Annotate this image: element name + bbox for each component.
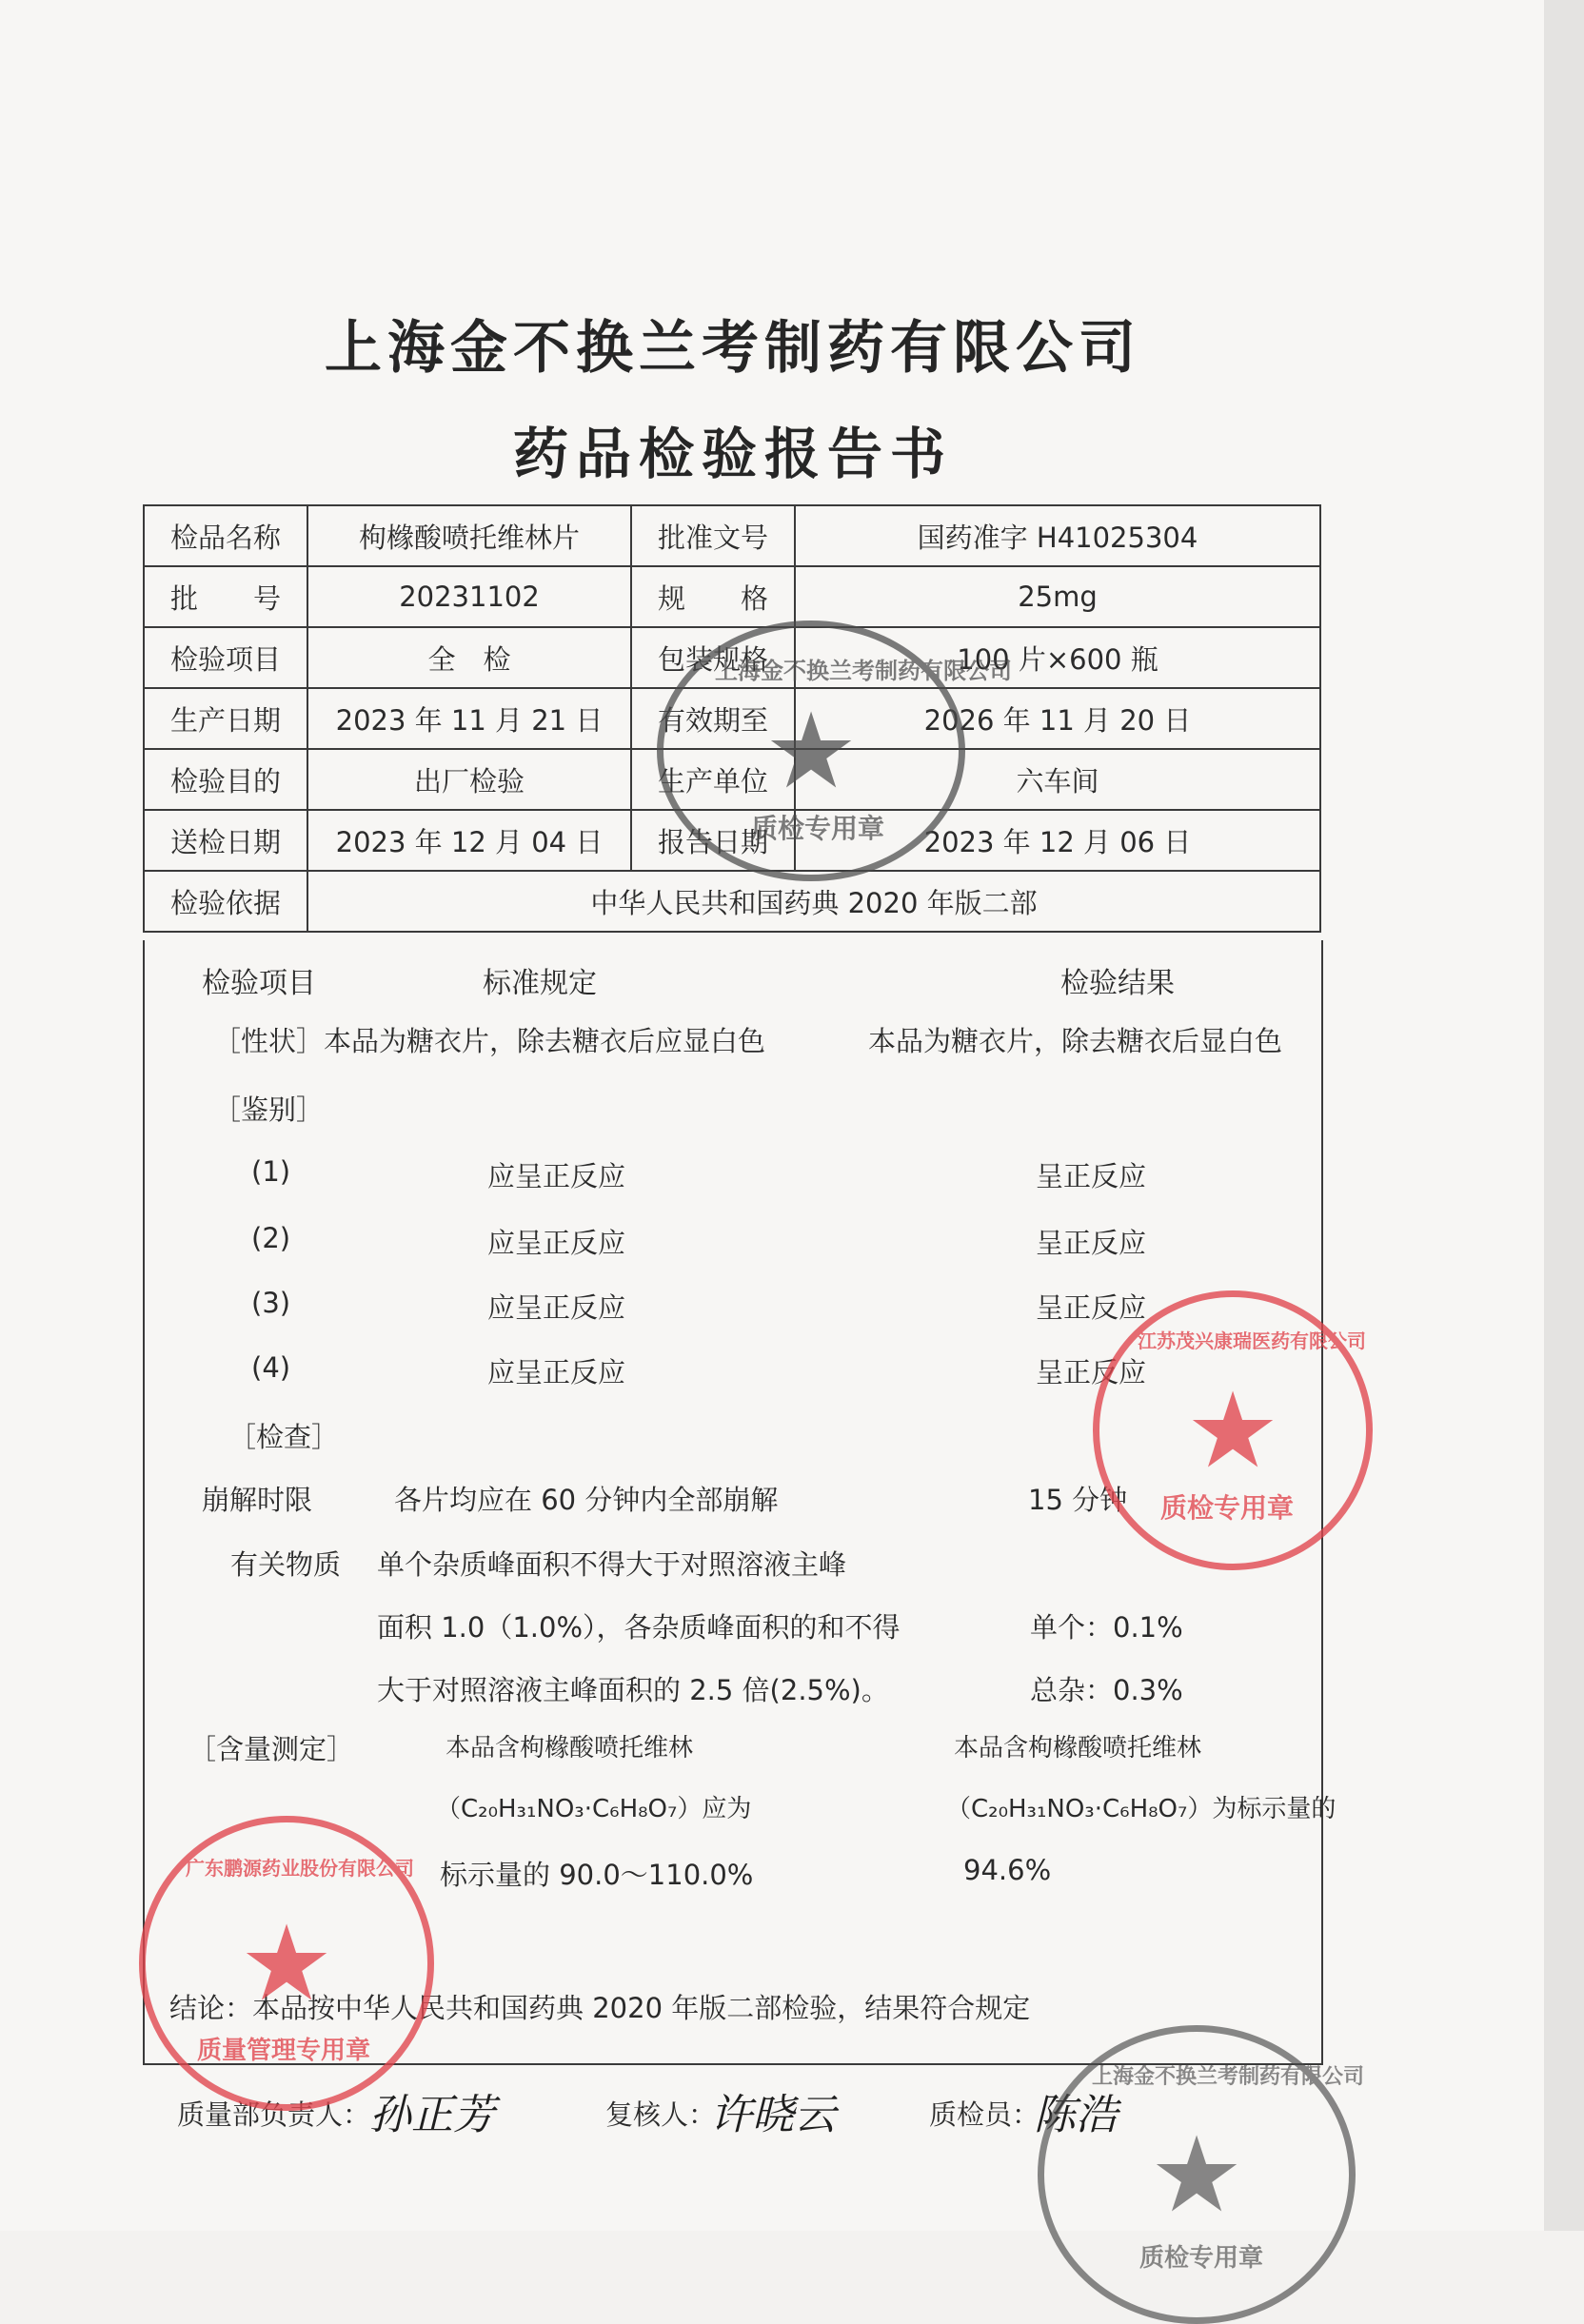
stamp-star-icon: ★ xyxy=(763,690,859,812)
impurity-label: 有关物质 xyxy=(230,1548,342,1581)
stamp-ring-text: 上海金不换兰考制药有限公司 xyxy=(1092,2065,1365,2089)
quality-head-signature: 孙正芳 xyxy=(369,2091,495,2139)
impurity-standard-line: 面积 1.0（1.0%），各杂质峰面积的和不得 xyxy=(377,1611,901,1644)
basis-label: 检验依据 xyxy=(144,871,307,932)
stamp-sub-text: 质检专用章 xyxy=(1160,1492,1295,1524)
stamp-star-icon: ★ xyxy=(1185,1369,1280,1491)
impurity-total-result: 总杂：0.3% xyxy=(1030,1674,1183,1706)
check-heading: ［检查］ xyxy=(228,1421,340,1453)
document-title: 药品检验报告书 xyxy=(512,422,953,486)
page-edge xyxy=(1544,0,1584,2231)
stamp-sub-text: 质检专用章 xyxy=(751,813,885,844)
stamp-ring-text: 广东鹏源药业股份有限公司 xyxy=(186,1857,414,1880)
approval-label: 批准文号 xyxy=(631,505,795,566)
assay-standard-line: （C₂₀H₃₁NO₃·C₆H₈O₇）应为 xyxy=(436,1795,752,1823)
mfg-date-value: 2023 年 11 月 21 日 xyxy=(307,688,631,749)
package-value: 100 片×600 瓶 xyxy=(795,627,1320,688)
package-label: 包装规格 xyxy=(631,627,795,688)
character-result: 本品为糖衣片，除去糖衣后显白色 xyxy=(868,1025,1283,1057)
assay-heading: ［含量测定］ xyxy=(188,1733,355,1765)
identify-standard: 应呈正反应 xyxy=(487,1160,626,1192)
purpose-value: 出厂检验 xyxy=(307,749,631,810)
assay-result-value: 94.6% xyxy=(963,1854,1052,1886)
sent-date-value: 2023 年 12 月 04 日 xyxy=(307,810,631,871)
identify-standard: 应呈正反应 xyxy=(487,1291,626,1324)
test-item-value: 全 检 xyxy=(307,627,631,688)
disintegration-label: 崩解时限 xyxy=(202,1484,313,1516)
identify-no: (2) xyxy=(251,1222,291,1254)
assay-standard-line: 标示量的 90.0～110.0% xyxy=(440,1859,754,1891)
quality-head-label: 质量部负责人： xyxy=(177,2098,371,2131)
identify-no: (4) xyxy=(251,1351,291,1384)
stamp-star-icon: ★ xyxy=(239,1902,334,2024)
expiry-value: 2026 年 11 月 20 日 xyxy=(795,688,1320,749)
company-bottom-stamp xyxy=(1038,2025,1365,2324)
company-title: 上海金不换兰考制药有限公司 xyxy=(325,315,1141,382)
col-item-header: 检验项目 xyxy=(202,967,316,1000)
assay-result-line: （C₂₀H₃₁NO₃·C₆H₈O₇）为标示量的 xyxy=(946,1795,1336,1823)
sent-date-label: 送检日期 xyxy=(144,810,307,871)
identify-result: 呈正反应 xyxy=(1036,1356,1147,1388)
product-name-label: 检品名称 xyxy=(144,505,307,566)
identify-standard: 应呈正反应 xyxy=(487,1356,626,1388)
spec-value: 25mg xyxy=(795,566,1320,627)
mfg-date-label: 生产日期 xyxy=(144,688,307,749)
inspector-signature: 陈浩 xyxy=(1034,2091,1118,2139)
report-date-value: 2023 年 12 月 06 日 xyxy=(795,810,1320,871)
assay-standard-line: 本品含枸橼酸喷托维林 xyxy=(446,1734,694,1763)
disintegration-standard: 各片均应在 60 分钟内全部崩解 xyxy=(394,1484,779,1516)
assay-result-line: 本品含枸橼酸喷托维林 xyxy=(954,1734,1202,1763)
identify-result: 呈正反应 xyxy=(1036,1160,1147,1192)
spec-label: 规 格 xyxy=(631,566,795,627)
identify-standard: 应呈正反应 xyxy=(487,1227,626,1259)
report-date-label: 报告日期 xyxy=(631,810,795,871)
batch-label: 批 号 xyxy=(144,566,307,627)
col-result-header: 检验结果 xyxy=(1060,967,1175,1000)
distributor-qc-stamp xyxy=(1093,1290,1373,1570)
pharma-qm-stamp xyxy=(139,1816,434,2111)
product-name-value: 枸橼酸喷托维林片 xyxy=(307,505,631,566)
reviewer-label: 复核人： xyxy=(605,2098,717,2131)
inspector-label: 质检员： xyxy=(929,2098,1040,2131)
approval-value: 国药准字 H41025304 xyxy=(795,505,1320,566)
stamp-sub-text: 质检专用章 xyxy=(1139,2244,1264,2273)
identify-result: 呈正反应 xyxy=(1036,1227,1147,1259)
identification-heading: ［鉴别］ xyxy=(213,1093,325,1126)
company-qc-stamp xyxy=(657,620,1012,881)
purpose-label: 检验目的 xyxy=(144,749,307,810)
identify-no: (1) xyxy=(251,1155,291,1188)
impurity-single-result: 单个：0.1% xyxy=(1030,1611,1183,1644)
basis-value: 中华人民共和国药典 2020 年版二部 xyxy=(307,871,1320,932)
unit-label: 生产单位 xyxy=(631,749,795,810)
impurity-standard-line: 大于对照溶液主峰面积的 2.5 倍(2.5%)。 xyxy=(377,1674,889,1706)
stamp-ring-text: 上海金不换兰考制药有限公司 xyxy=(715,658,1012,684)
expiry-label: 有效期至 xyxy=(631,688,795,749)
stamp-star-icon: ★ xyxy=(1149,2114,1244,2235)
batch-value: 20231102 xyxy=(307,566,631,627)
stamp-sub-text: 质量管理专用章 xyxy=(197,2037,371,2065)
impurity-standard-line: 单个杂质峰面积不得大于对照溶液主峰 xyxy=(377,1548,847,1581)
character-standard: ［性状］本品为糖衣片，除去糖衣后应显白色 xyxy=(213,1025,766,1057)
stamp-ring-text: 江苏茂兴康瑞医药有限公司 xyxy=(1138,1329,1366,1352)
identify-no: (3) xyxy=(251,1287,291,1319)
col-standard-header: 标准规定 xyxy=(483,967,597,1000)
identify-result: 呈正反应 xyxy=(1036,1291,1147,1324)
unit-value: 六车间 xyxy=(795,749,1320,810)
conclusion: 结论：本品按中华人民共和国药典 2020 年版二部检验，结果符合规定 xyxy=(169,1992,1031,2024)
test-item-label: 检验项目 xyxy=(144,627,307,688)
reviewer-signature: 许晓云 xyxy=(710,2091,836,2139)
disintegration-result: 15 分钟 xyxy=(1028,1484,1128,1516)
